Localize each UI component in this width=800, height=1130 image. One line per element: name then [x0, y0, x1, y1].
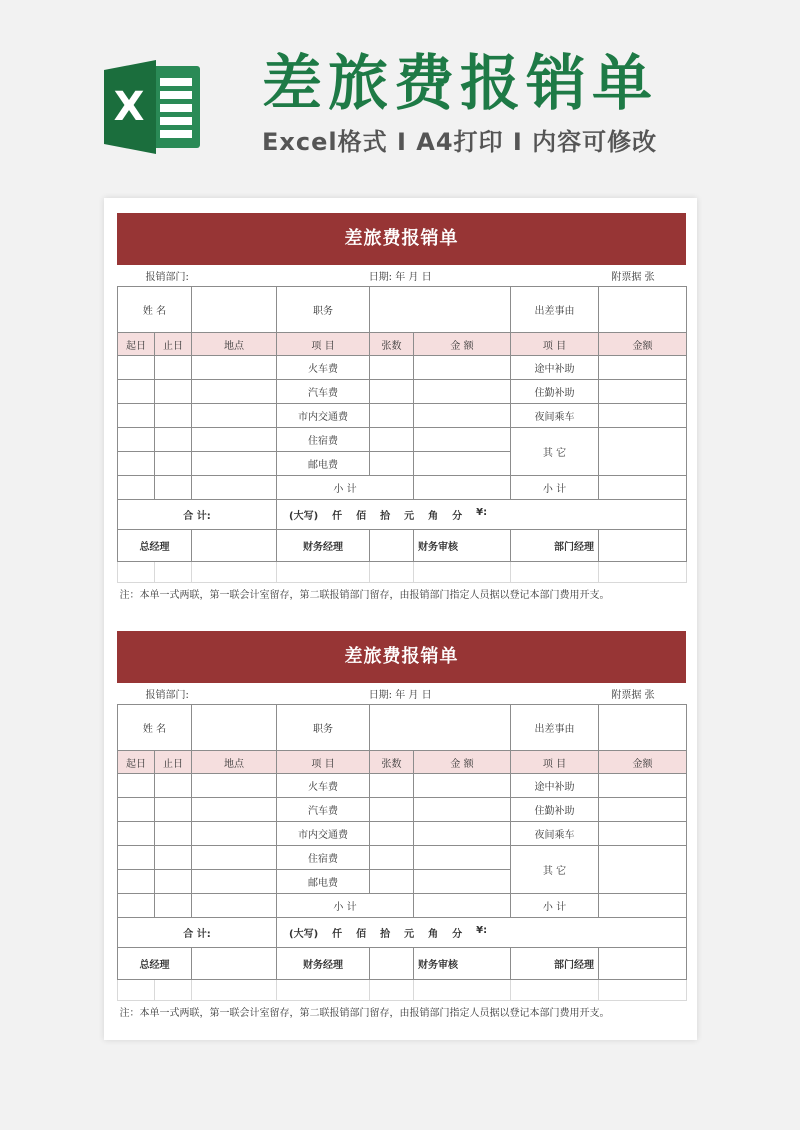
- cell[interactable]: [118, 404, 155, 428]
- col-header: 张数: [370, 333, 414, 356]
- blank-cell: [511, 562, 599, 583]
- cell[interactable]: [192, 428, 277, 452]
- blank-cell: [414, 980, 511, 1001]
- post-label: 职务: [277, 287, 370, 333]
- item-bus: 汽车费: [277, 380, 370, 404]
- cell[interactable]: [414, 476, 511, 500]
- subtotal-left: 小 计: [277, 476, 414, 500]
- col-header: 地点: [192, 333, 277, 356]
- blank-cell: [370, 980, 414, 1001]
- col-header: 金额: [599, 751, 687, 774]
- post-field[interactable]: [370, 705, 511, 751]
- post-field[interactable]: [370, 287, 511, 333]
- page-title: 差旅费报销单: [262, 49, 658, 119]
- cell[interactable]: [155, 380, 192, 404]
- blank-cell: [599, 980, 687, 1001]
- name-field[interactable]: [192, 705, 277, 751]
- blank-cell: [277, 562, 370, 583]
- cell[interactable]: [192, 822, 277, 846]
- item-train: 火车费: [277, 774, 370, 798]
- sign-audit-label: 财务审核: [414, 530, 511, 562]
- name-field[interactable]: [192, 287, 277, 333]
- item-lodging: 住宿费: [277, 428, 370, 452]
- col-header: 止日: [155, 751, 192, 774]
- cell[interactable]: [155, 356, 192, 380]
- cell[interactable]: [414, 380, 511, 404]
- cell[interactable]: [370, 822, 414, 846]
- yen-label: ¥:: [476, 507, 488, 518]
- unit-fen: 分: [452, 511, 463, 522]
- cell[interactable]: [370, 452, 414, 476]
- blank-cell: [414, 562, 511, 583]
- cell[interactable]: [599, 774, 687, 798]
- cell[interactable]: [599, 798, 687, 822]
- capital-amount[interactable]: [277, 918, 687, 948]
- cell[interactable]: [599, 822, 687, 846]
- cell[interactable]: [118, 822, 155, 846]
- form-info-row: [118, 683, 687, 705]
- cell[interactable]: [155, 894, 192, 918]
- cell[interactable]: [599, 894, 687, 918]
- cell[interactable]: [118, 476, 155, 500]
- cell[interactable]: [599, 846, 687, 894]
- cell[interactable]: [155, 404, 192, 428]
- sign-gm-label: 总经理: [118, 530, 192, 562]
- cell[interactable]: [192, 774, 277, 798]
- sign-fm-field[interactable]: [370, 530, 414, 562]
- form-note: 注：本单一式两联，第一联会计室留存，第二联报销部门留存，由报销部门指定人员据以登记本部门费用开支。: [118, 583, 687, 604]
- blank-cell: [155, 980, 192, 1001]
- item-night-ride: 夜间乘车: [511, 822, 599, 846]
- cell[interactable]: [370, 798, 414, 822]
- sign-fm-field[interactable]: [370, 948, 414, 980]
- cell[interactable]: [414, 846, 511, 870]
- form-info-row: [118, 265, 687, 287]
- page-subtitle: Excel格式 I A4打印 I 内容可修改: [262, 128, 658, 156]
- blank-cell: [511, 980, 599, 1001]
- subtotal-right: 小 计: [511, 894, 599, 918]
- sign-dm-field[interactable]: [599, 530, 687, 562]
- cell[interactable]: [414, 356, 511, 380]
- cell[interactable]: [118, 356, 155, 380]
- cell[interactable]: [118, 870, 155, 894]
- blank-cell: [277, 980, 370, 1001]
- sign-dm-label: 部门经理: [511, 530, 599, 562]
- cell[interactable]: [155, 774, 192, 798]
- document-paper: [104, 198, 697, 1040]
- post-label: 职务: [277, 705, 370, 751]
- expense-form-1: [117, 213, 686, 603]
- cell[interactable]: [370, 846, 414, 870]
- cell[interactable]: [370, 356, 414, 380]
- unit-yuan: 元: [404, 929, 415, 940]
- name-label: 姓 名: [118, 705, 192, 751]
- sign-audit-label: 财务审核: [414, 948, 511, 980]
- form-note: 注：本单一式两联，第一联会计室留存，第二联报销部门留存，由报销部门指定人员据以登记本部门费用开支。: [118, 1001, 687, 1022]
- item-city-transport: 市内交通费: [277, 404, 370, 428]
- item-bus: 汽车费: [277, 798, 370, 822]
- attach-label: 附票据 张: [611, 272, 655, 283]
- blank-cell: [599, 562, 687, 583]
- cell[interactable]: [414, 798, 511, 822]
- logo-letter: X: [113, 84, 145, 130]
- subtotal-left: 小 计: [277, 894, 414, 918]
- blank-cell: [192, 980, 277, 1001]
- cell[interactable]: [414, 894, 511, 918]
- sign-dm-label: 部门经理: [511, 948, 599, 980]
- unit-bai: 佰: [356, 929, 367, 940]
- cell[interactable]: [155, 798, 192, 822]
- cell[interactable]: [118, 452, 155, 476]
- dept-label: 报销部门:: [145, 690, 189, 701]
- cell[interactable]: [118, 846, 155, 870]
- item-travel-allowance: 途中补助: [511, 774, 599, 798]
- item-stay-allowance: 住勤补助: [511, 380, 599, 404]
- cell[interactable]: [599, 404, 687, 428]
- cell[interactable]: [414, 428, 511, 452]
- unit-yuan: 元: [404, 511, 415, 522]
- col-header: 项 目: [511, 333, 599, 356]
- item-stay-allowance: 住勤补助: [511, 798, 599, 822]
- unit-bai: 佰: [356, 511, 367, 522]
- cell[interactable]: [599, 476, 687, 500]
- sign-gm-field[interactable]: [192, 530, 277, 562]
- col-header: 金 额: [414, 751, 511, 774]
- cell[interactable]: [414, 870, 511, 894]
- cell[interactable]: [118, 774, 155, 798]
- col-header: 止日: [155, 333, 192, 356]
- cell[interactable]: [192, 798, 277, 822]
- unit-fen: 分: [452, 929, 463, 940]
- sign-fm-label: 财务经理: [277, 530, 370, 562]
- cell[interactable]: [599, 428, 687, 476]
- yen-label: ¥:: [476, 925, 488, 936]
- blank-cell: [118, 562, 155, 583]
- cell[interactable]: [370, 774, 414, 798]
- unit-shi: 拾: [380, 511, 391, 522]
- cell[interactable]: [414, 822, 511, 846]
- form-title: 差旅费报销单: [117, 213, 686, 265]
- cell[interactable]: [118, 428, 155, 452]
- capital-amount[interactable]: [277, 500, 687, 530]
- cell[interactable]: [155, 428, 192, 452]
- name-label: 姓 名: [118, 287, 192, 333]
- total-label: 合 计:: [118, 918, 277, 948]
- cell[interactable]: [155, 822, 192, 846]
- total-label: 合 计:: [118, 500, 277, 530]
- reason-field[interactable]: [599, 705, 687, 751]
- expense-table: [117, 265, 687, 603]
- cell[interactable]: [192, 846, 277, 870]
- item-other: 其 它: [511, 846, 599, 894]
- col-header: 项 目: [277, 751, 370, 774]
- col-header: 金额: [599, 333, 687, 356]
- cell[interactable]: [118, 894, 155, 918]
- col-header: 项 目: [277, 333, 370, 356]
- dept-label: 报销部门:: [145, 272, 189, 283]
- cell[interactable]: [192, 380, 277, 404]
- cell[interactable]: [118, 380, 155, 404]
- reason-label: 出差事由: [511, 287, 599, 333]
- cell[interactable]: [414, 404, 511, 428]
- blank-cell: [118, 980, 155, 1001]
- expense-table: [117, 683, 687, 1021]
- cell[interactable]: [370, 870, 414, 894]
- item-city-transport: 市内交通费: [277, 822, 370, 846]
- item-lodging: 住宿费: [277, 846, 370, 870]
- cell[interactable]: [192, 894, 277, 918]
- date-label: 日期: 年 月 日: [368, 690, 432, 701]
- item-train: 火车费: [277, 356, 370, 380]
- cell[interactable]: [118, 798, 155, 822]
- item-travel-allowance: 途中补助: [511, 356, 599, 380]
- date-label: 日期: 年 月 日: [368, 272, 432, 283]
- col-header: 地点: [192, 751, 277, 774]
- col-header: 起日: [118, 751, 155, 774]
- item-other: 其 它: [511, 428, 599, 476]
- unit-jiao: 角: [428, 511, 439, 522]
- blank-cell: [192, 562, 277, 583]
- col-header: 金 额: [414, 333, 511, 356]
- sign-fm-label: 财务经理: [277, 948, 370, 980]
- cell[interactable]: [192, 476, 277, 500]
- cell[interactable]: [155, 452, 192, 476]
- capital-label: (大写): [289, 511, 319, 522]
- cell[interactable]: [599, 380, 687, 404]
- reason-field[interactable]: [599, 287, 687, 333]
- item-postage: 邮电费: [277, 870, 370, 894]
- item-postage: 邮电费: [277, 452, 370, 476]
- cell[interactable]: [155, 846, 192, 870]
- sign-gm-field[interactable]: [192, 948, 277, 980]
- cell[interactable]: [155, 476, 192, 500]
- sign-gm-label: 总经理: [118, 948, 192, 980]
- blank-cell: [370, 562, 414, 583]
- cell[interactable]: [192, 870, 277, 894]
- attach-label: 附票据 张: [611, 690, 655, 701]
- cell[interactable]: [370, 428, 414, 452]
- col-header: 起日: [118, 333, 155, 356]
- reason-label: 出差事由: [511, 705, 599, 751]
- unit-jiao: 角: [428, 929, 439, 940]
- unit-qian: 仟: [332, 929, 343, 940]
- capital-label: (大写): [289, 929, 319, 940]
- col-header: 项 目: [511, 751, 599, 774]
- blank-cell: [155, 562, 192, 583]
- item-night-ride: 夜间乘车: [511, 404, 599, 428]
- cell[interactable]: [414, 452, 511, 476]
- cell[interactable]: [599, 356, 687, 380]
- cell[interactable]: [192, 452, 277, 476]
- cell[interactable]: [370, 404, 414, 428]
- unit-qian: 仟: [332, 511, 343, 522]
- expense-form-2: [117, 631, 686, 1021]
- form-title: 差旅费报销单: [117, 631, 686, 683]
- cell[interactable]: [370, 380, 414, 404]
- excel-logo-icon: [104, 58, 204, 156]
- cell[interactable]: [414, 774, 511, 798]
- sign-dm-field[interactable]: [599, 948, 687, 980]
- unit-shi: 拾: [380, 929, 391, 940]
- cell[interactable]: [192, 356, 277, 380]
- cell[interactable]: [192, 404, 277, 428]
- col-header: 张数: [370, 751, 414, 774]
- subtotal-right: 小 计: [511, 476, 599, 500]
- cell[interactable]: [155, 870, 192, 894]
